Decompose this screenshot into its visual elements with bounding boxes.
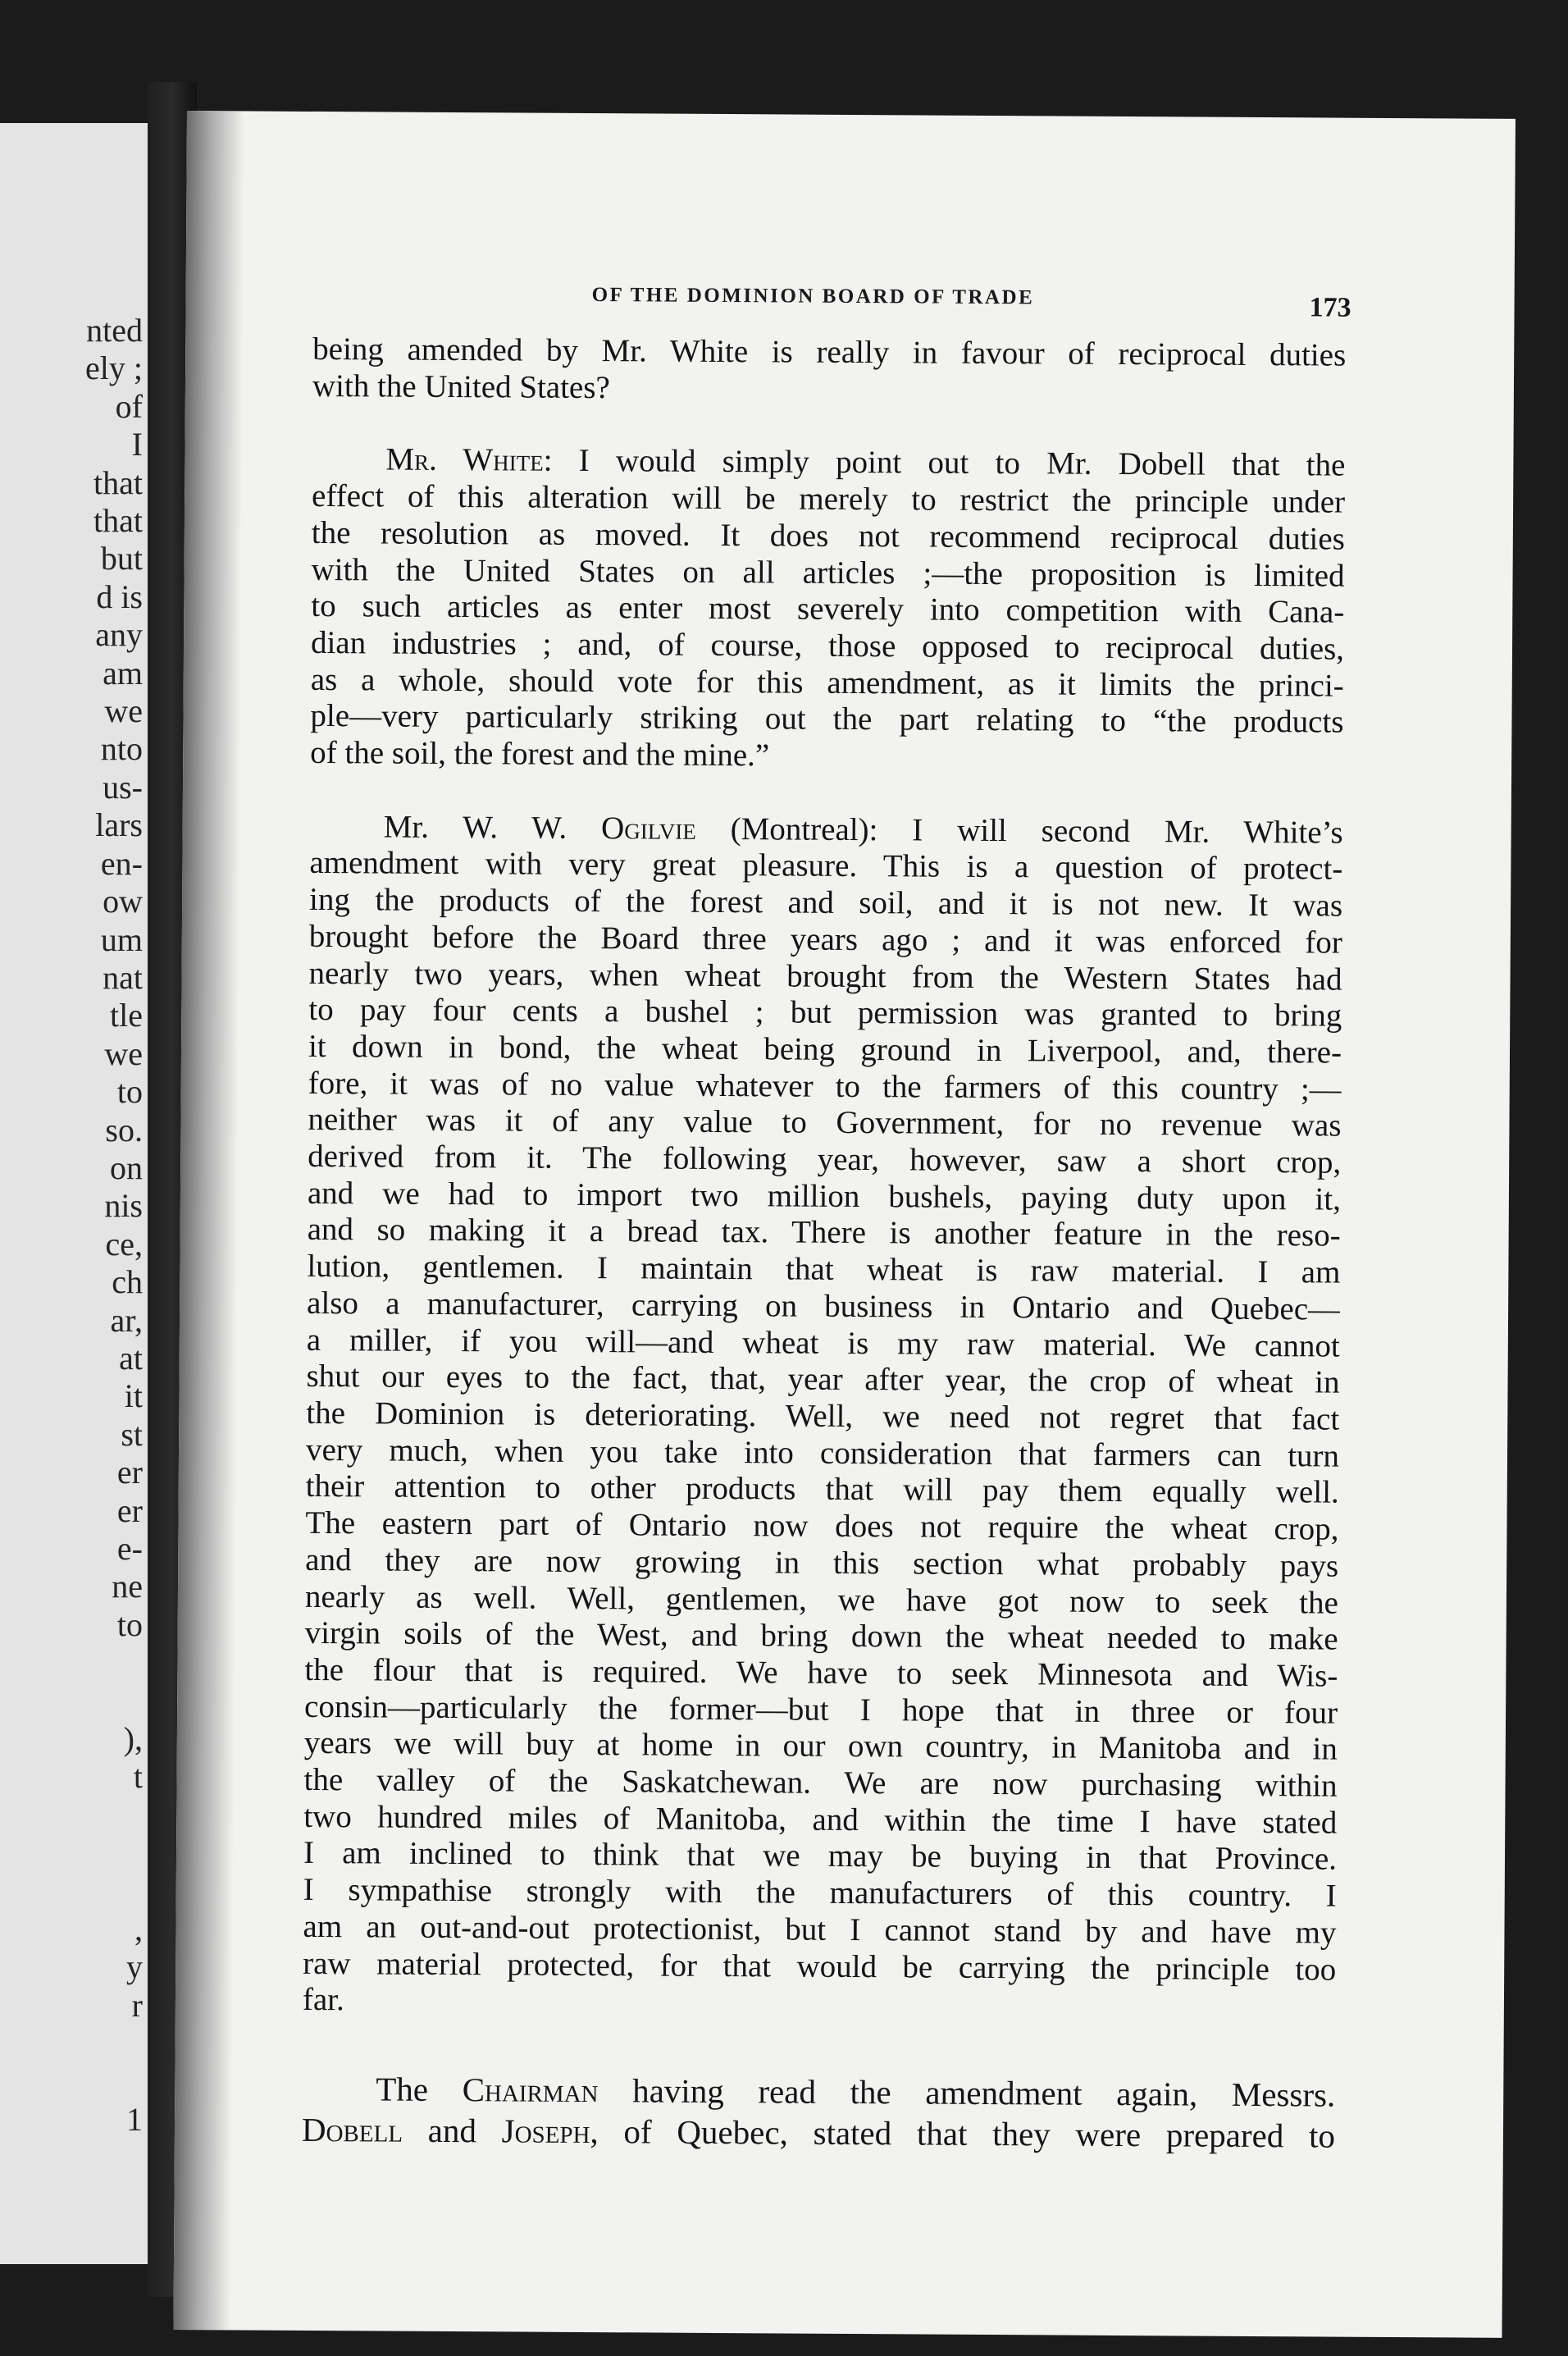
text-line: am an out-and-out protectionist, but I cannot stand by and have my — [303, 1908, 1337, 1951]
left-page-fragment — [85, 1797, 143, 1834]
speaker-prefix: Mr. W. W. — [383, 809, 567, 846]
text-line: virgin soils of the West, and bring down the wheat needed to make — [304, 1615, 1338, 1657]
left-page-fragment: nto — [100, 730, 143, 768]
text-line: raw material protected, for that would be carrying the principle too — [303, 1945, 1337, 1988]
left-page-fragment: r — [131, 1986, 143, 2024]
left-page-fragment: nat — [103, 958, 143, 996]
text-line: the flour that is required. We have to seek Minnesota and Wis- — [304, 1651, 1338, 1694]
left-page-fragment: ely ; — [85, 349, 143, 387]
left-page-fragment: ne — [112, 1568, 143, 1605]
left-page-fragment — [85, 1873, 143, 1911]
left-page-edge — [0, 123, 148, 2264]
text-line: with the United States? — [312, 368, 610, 405]
text-line: shut our eyes to the fact, that, year after year, the crop of wheat in — [306, 1358, 1340, 1400]
text-line: nearly two years, when wheat brought from the Western States had — [308, 955, 1342, 998]
page-number: 173 — [1309, 292, 1351, 323]
left-page-fragment: e- — [116, 1530, 143, 1567]
left-page-fragment: nis — [104, 1187, 143, 1225]
text-line: their attention to other products that will pay them equally well. — [305, 1468, 1339, 1511]
left-page-fragment: 1 — [126, 2101, 143, 2139]
text-line: and they are now growing in this section what probably pays — [305, 1541, 1339, 1584]
left-page-fragment: um — [100, 920, 143, 958]
left-page-fragment: us- — [103, 768, 143, 806]
left-page-fragment: we — [104, 1034, 143, 1072]
left-page-fragment: I — [131, 426, 143, 463]
paragraph-2 — [310, 441, 1345, 778]
text-line: amendment with very great pleasure. This is a question of protect- — [309, 845, 1343, 888]
left-page-fragment — [85, 2025, 143, 2062]
text-line: derived from it. The following year, however, saw a short crop, — [308, 1138, 1342, 1180]
text-line: Mr. White: I would simply point out to Mr. Dobell that the — [385, 441, 1346, 484]
left-page-fragment: at — [119, 1339, 143, 1377]
text-line: years we will buy at home in our own country, in Manitoba and in — [303, 1725, 1338, 1767]
left-page-fragment: ), — [123, 1720, 143, 1758]
left-page-fragment: ar, — [110, 1301, 143, 1339]
left-page-fragment: y — [126, 1948, 143, 1986]
text-line: a miller, if you will—and wheat is my raw material. We cannot — [306, 1322, 1340, 1364]
right-page — [173, 111, 1515, 2338]
left-page-fragment: that — [93, 502, 143, 540]
left-page-fragment: of — [115, 387, 143, 425]
paragraph-3 — [303, 809, 1343, 2025]
left-page-fragment: tle — [110, 997, 143, 1034]
text-line: far. — [302, 1982, 344, 2018]
text-line: the valley of the Saskatchewan. We are now purchasing within — [303, 1761, 1338, 1804]
text-line: it down in bond, the wheat being ground in Liverpool, and, there- — [308, 1028, 1342, 1071]
left-page-fragment: st — [121, 1415, 143, 1453]
left-page-fragment: t — [133, 1758, 143, 1796]
text-line: Mr. W. W. Ogilvie (Montreal): I will second Mr. White’s — [383, 809, 1343, 851]
speaker-name: Chairman — [462, 2071, 599, 2110]
left-page-fragment: lars — [95, 806, 143, 844]
speaker-name: Mr. White — [385, 441, 544, 479]
text-line: being amended by Mr. White is really in favour of reciprocal duties — [312, 331, 1347, 373]
speaker-name: Ogilvie — [601, 810, 696, 847]
text-line: with the United States on all articles ;—the proposition is limited — [311, 551, 1345, 594]
left-page-fragment: any — [95, 616, 143, 654]
left-page-fragment: ch — [112, 1263, 143, 1301]
left-page-fragment: am — [103, 654, 143, 692]
left-page-fragment: ow — [103, 883, 143, 920]
left-page-text-fragments — [85, 312, 143, 2139]
left-page-fragment — [85, 1683, 143, 1720]
left-page-fragment: so. — [105, 1111, 143, 1148]
paragraph-4 — [302, 2068, 1336, 2157]
body-text — [302, 331, 1347, 2157]
text-line: to pay four cents a bushel ; but permission was granted to bring — [308, 992, 1342, 1034]
left-page-fragment: we — [104, 692, 143, 730]
left-page-fragment — [85, 1834, 143, 1872]
text-line: the resolution as moved. It does not recommend reciprocal duties — [311, 514, 1345, 557]
left-page-fragment: d is — [96, 578, 143, 615]
left-page-fragment: on — [110, 1148, 143, 1186]
left-page-fragment: but — [100, 540, 143, 578]
person-name: Joseph — [501, 2112, 590, 2150]
text-line: two hundred miles of Manitoba, and within the time I have stated — [303, 1798, 1338, 1841]
text-line: lution, gentlemen. I maintain that wheat is raw material. I am — [307, 1249, 1341, 1290]
text-line: neither was it of any value to Government, for no revenue was — [308, 1102, 1342, 1144]
text-line: ple—very particularly striking out the part relating to “the products — [310, 698, 1344, 740]
text-line: The eastern part of Ontario now does not require the wheat crop, — [305, 1505, 1339, 1547]
left-page-fragment: it — [124, 1377, 143, 1415]
person-name: Dobell — [301, 2110, 403, 2149]
text-line: dian industries ; and, of course, those opposed to reciprocal duties, — [310, 624, 1345, 667]
text-line: fore, it was of no value whatever to the farmers of this country ;— — [308, 1065, 1342, 1107]
text-line: brought before the Board three years ago ; and it was enforced for — [308, 918, 1342, 961]
left-page-fragment: to — [116, 1605, 143, 1643]
text-line: of the soil, the forest and the mine.” — [310, 734, 770, 774]
text-line: also a manufacturer, carrying on business in Ontario and Quebec— — [306, 1285, 1341, 1327]
left-page-fragment: er — [116, 1454, 143, 1491]
text-line: very much, when you take into consideration that farmers can turn — [305, 1431, 1340, 1474]
text-line: as a whole, should vote for this amendment, as it limits the princi- — [310, 661, 1344, 704]
left-page-fragment: , — [134, 1911, 143, 1948]
left-page-fragment: nted — [86, 312, 143, 349]
text-line: Dobell and Joseph, of Quebec, stated that they were prepared to — [301, 2110, 1336, 2155]
left-page-fragment: that — [93, 463, 143, 501]
text-line: the Dominion is deteriorating. Well, we need not regret that fact — [306, 1395, 1340, 1437]
text-line: effect of this alteration will be merely to restrict the principle under — [312, 478, 1346, 520]
text-line: to such articles as enter most severely into competition with Cana- — [311, 588, 1345, 630]
text-line: nearly as well. Well, gentlemen, we have got now to seek the — [304, 1578, 1339, 1621]
paragraph-1 — [312, 331, 1347, 411]
left-page-fragment — [85, 1644, 143, 1682]
text-line: consin—particularly the former—but I hope that in three or four — [303, 1688, 1338, 1731]
left-page-fragment: en- — [100, 844, 143, 882]
text-line: I sympathise strongly with the manufacturers of this country. I — [303, 1872, 1337, 1914]
text-line: I am inclined to think that we may be buying in that Province. — [303, 1835, 1338, 1878]
running-head: OF THE DOMINION BOARD OF TRADE — [591, 284, 1035, 309]
left-page-fragment: to — [116, 1073, 143, 1111]
text-line: ing the products of the forest and soil, and it is not new. It was — [308, 882, 1343, 924]
text-line: and so making it a bread tax. There is another feature in the reso- — [307, 1212, 1341, 1254]
text-line: The Chairman having read the amendment again, Messrs. — [376, 2070, 1336, 2114]
left-page-fragment — [85, 2063, 143, 2101]
text-line: and we had to import two million bushels, paying duty upon it, — [307, 1175, 1342, 1217]
left-page-fragment: er — [116, 1491, 143, 1529]
left-page-fragment: ce, — [105, 1225, 143, 1262]
